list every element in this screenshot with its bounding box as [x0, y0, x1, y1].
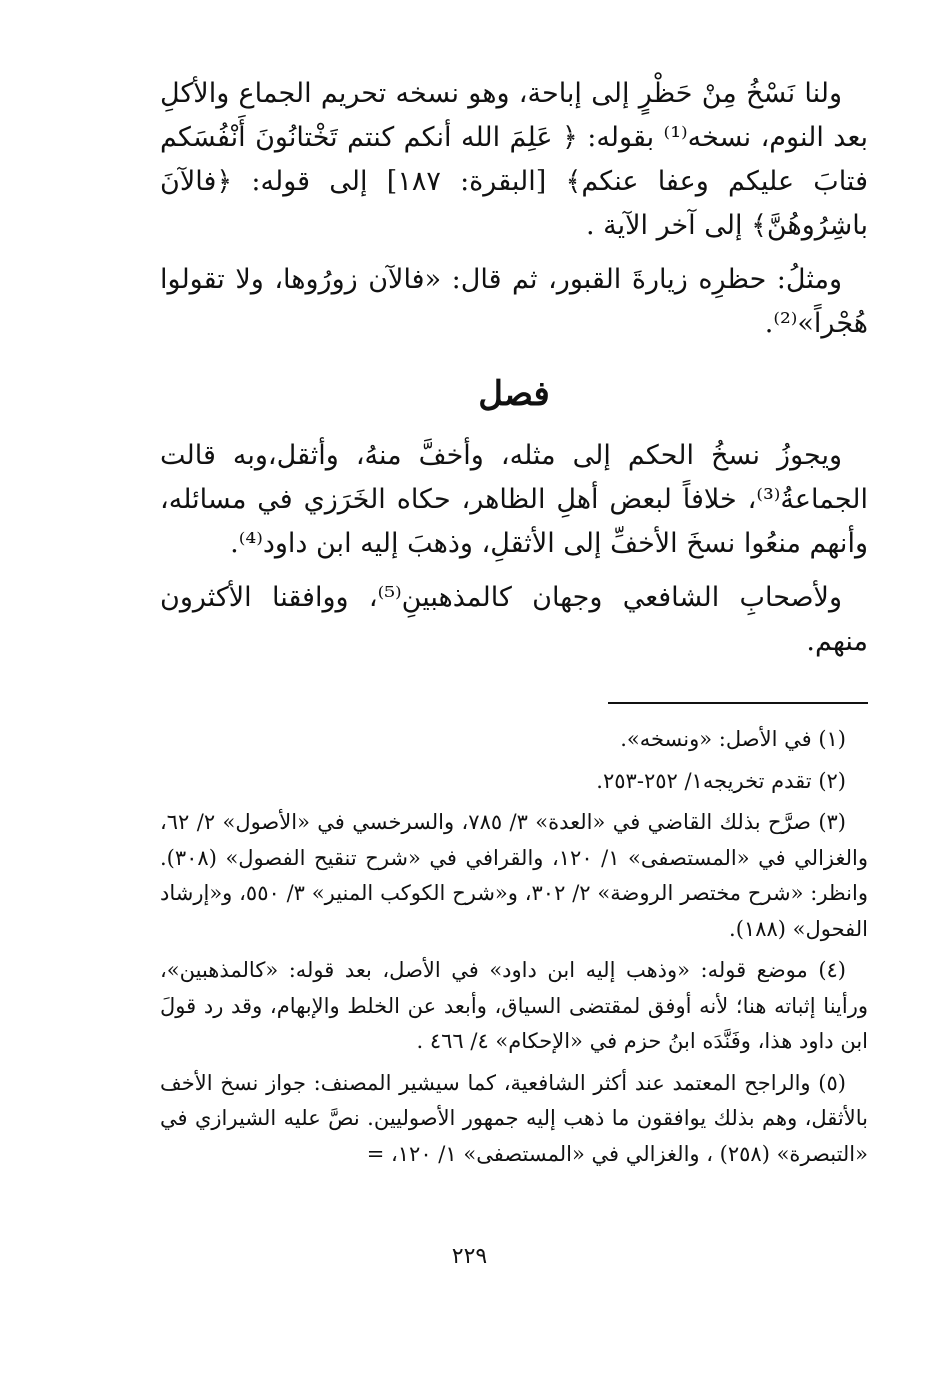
footnotes [160, 722, 868, 1178]
main-text [160, 72, 868, 674]
page-number: ٢٢٩ [451, 1244, 488, 1269]
section-heading: فصل [478, 374, 550, 414]
footnote-5: (٥) والراجح المعتمد عند أكثر الشافعية، كما سيشير المصنف: جواز نسخ الأخف بالأثقل، وهم بذلك يوافقون ما ذهب إليه جمهور الأصوليين. نصَّ عليه الشيرازي في «التبصرة» (٢٥٨) ، والغزالي في «المستصفى» ١/ ١٢٠، = [160, 1070, 868, 1166]
footnote-4: (٤) موضع قوله: «وذهب إليه ابن داود» في الأصل، بعد قوله: «كالمذهبين»، ورأينا إثباته هنا؛ لأنه أوفق لمقتضى السياق، وأبعد عن الخلط والإبهام، وقد رد قولَ ابن داود هذا، وفَنَّدَه ابنُ حزم في «الإحكام» ٤/ ٤٦٦ . [160, 958, 868, 1053]
paragraph-shafii-views: ولأصحابِ الشافعي وجهان كالمذهبينِ⁽⁵⁾، ووافقنا الأكثرون منهم. [160, 582, 868, 657]
footnote-1: (١) في الأصل: «ونسخه». [620, 727, 846, 751]
paragraph-grave-visiting: ومثلُ: حظرِه زيارةَ القبور، ثم قال: «فالآن زورُوها، ولا تقولوا هُجْراً»⁽²⁾. [160, 264, 868, 339]
paragraph-abrogation-lighter-heavier: ويجوزُ نسخُ الحكم إلى مثله، وأخفَّ منهُ، وأثقل،وبه قالت الجماعةُ⁽³⁾، خلافاً لبعض أهلِ الظاهر، حكاه الخَرَزي في مسائله، وأنهم منعُوا نسخَ الأخفِّ إلى الأثقلِ، وذهبَ إليه ابن داود⁽⁴⁾. [160, 440, 868, 559]
paragraph-abrogation-prohibition: ولنا نَسْخُ مِنْ حَظْرٍ إلى إباحة، وهو نسخه تحريم الجماع والأكلِ بعد النوم، نسخه⁽¹⁾ بقوله: ﴿ عَلِمَ الله أنكم كنتم تَخْتانُونَ أَنْفُسَكم فتابَ عليكم وعفا عنكم﴾ [البقرة: ١٨٧] إلى قوله: ﴿فالآنَ باشِرُوهُنَّ﴾ إلى آخر الآية . [160, 78, 868, 241]
footnote-3: (٣) صرَّح بذلك القاضي في «العدة» ٣/ ٧٨٥، والسرخسي في «الأصول» ٢/ ٦٢، والغزالي في «المستصفى» ١/ ١٢٠، والقرافي في «شرح تنقيح الفصول» (٣٠٨). وانظر: «شرح مختصر الروضة» ٢/ ٣٠٢، و«شرح الكوكب المنير» ٣/ ٥٥٠، و«إرشاد الفحول» (١٨٨). [160, 810, 868, 941]
footnote-separator [608, 702, 868, 704]
footnote-2: (٢) تقدم تخريجه١/ ٢٥٢-٢٥٣. [596, 768, 846, 793]
